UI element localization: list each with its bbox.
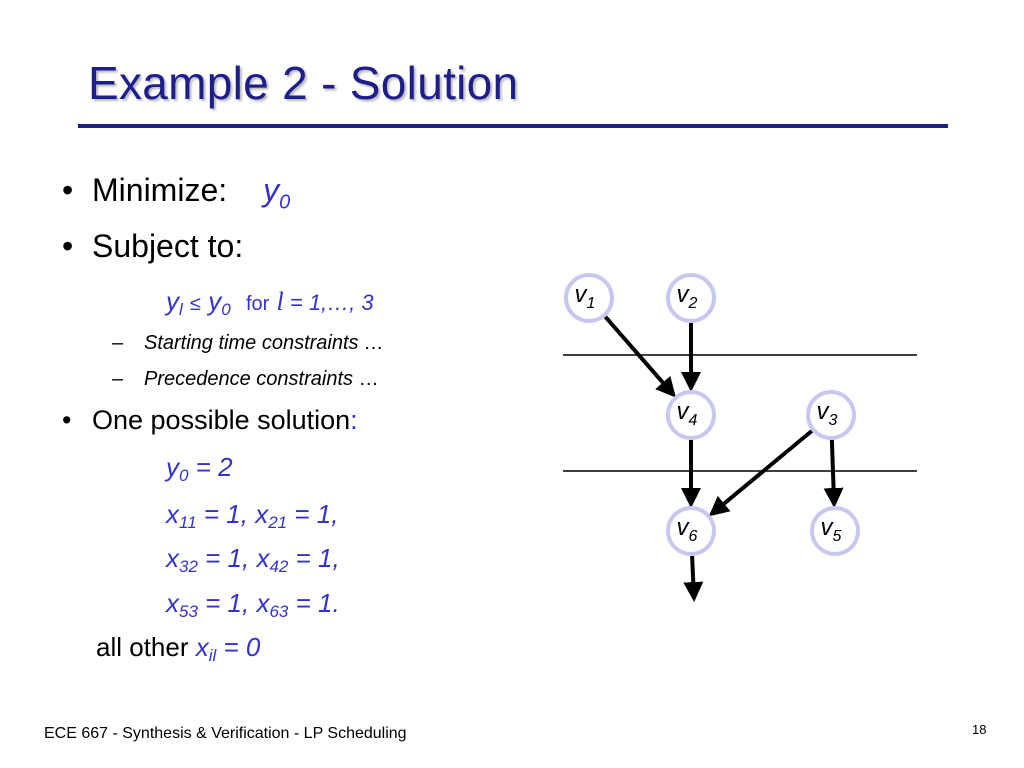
subject-to-label: Subject to: — [92, 228, 244, 264]
solution-label: One possible solution — [92, 405, 351, 435]
bullet-dot: • — [62, 172, 74, 208]
node-v5 — [812, 508, 858, 554]
minimize-label: Minimize: — [92, 172, 228, 208]
solution-x53-x63: $x_{53} = 1$, $x_{63} = 1$. — [166, 588, 340, 621]
footer-text: ECE 667 - Synthesis & Verification - LP Scheduling — [44, 725, 407, 742]
bullet-solution: • One possible solution: — [62, 405, 358, 435]
solution-y0: $y_0 = 2$ — [166, 452, 233, 485]
constraint-formula: $y_l \le y_0$ for l = 1,…, 3 — [166, 286, 374, 319]
objective-var: $y_0$ — [263, 172, 291, 214]
node-label: $v_4$ — [676, 398, 698, 429]
edge-v3-v5 — [832, 440, 834, 504]
node-v4 — [668, 392, 714, 438]
node-v3 — [808, 392, 854, 438]
node-label: $v_6$ — [676, 514, 698, 545]
node-v6 — [668, 508, 714, 554]
slide-title: Example 2 - Solution — [88, 57, 519, 109]
solution-all-other: all other $x_{il} = 0$ — [96, 632, 261, 665]
edge-v3-v6 — [712, 431, 812, 514]
edge-v6-sink — [692, 556, 694, 598]
bullet-dot: • — [62, 228, 74, 264]
bullet-dot: • — [62, 405, 72, 435]
solution-x11-x21: $x_{11} = 1$, $x_{21} = 1$, — [166, 499, 339, 532]
node-label: $v_5$ — [820, 514, 842, 545]
node-label: $v_3$ — [816, 398, 838, 429]
sub-item-starting-time: – Starting time constraints … — [112, 332, 385, 354]
node-label: $v_1$ — [574, 281, 596, 312]
node-v1 — [566, 275, 612, 321]
sub-item-precedence: – Precedence constraints … — [112, 368, 379, 390]
page-number: 18 — [972, 722, 987, 737]
node-v2 — [668, 275, 714, 321]
node-label: $v_2$ — [676, 281, 698, 312]
solution-x32-x42: $x_{32} = 1$, $x_{42} = 1$, — [166, 543, 340, 576]
